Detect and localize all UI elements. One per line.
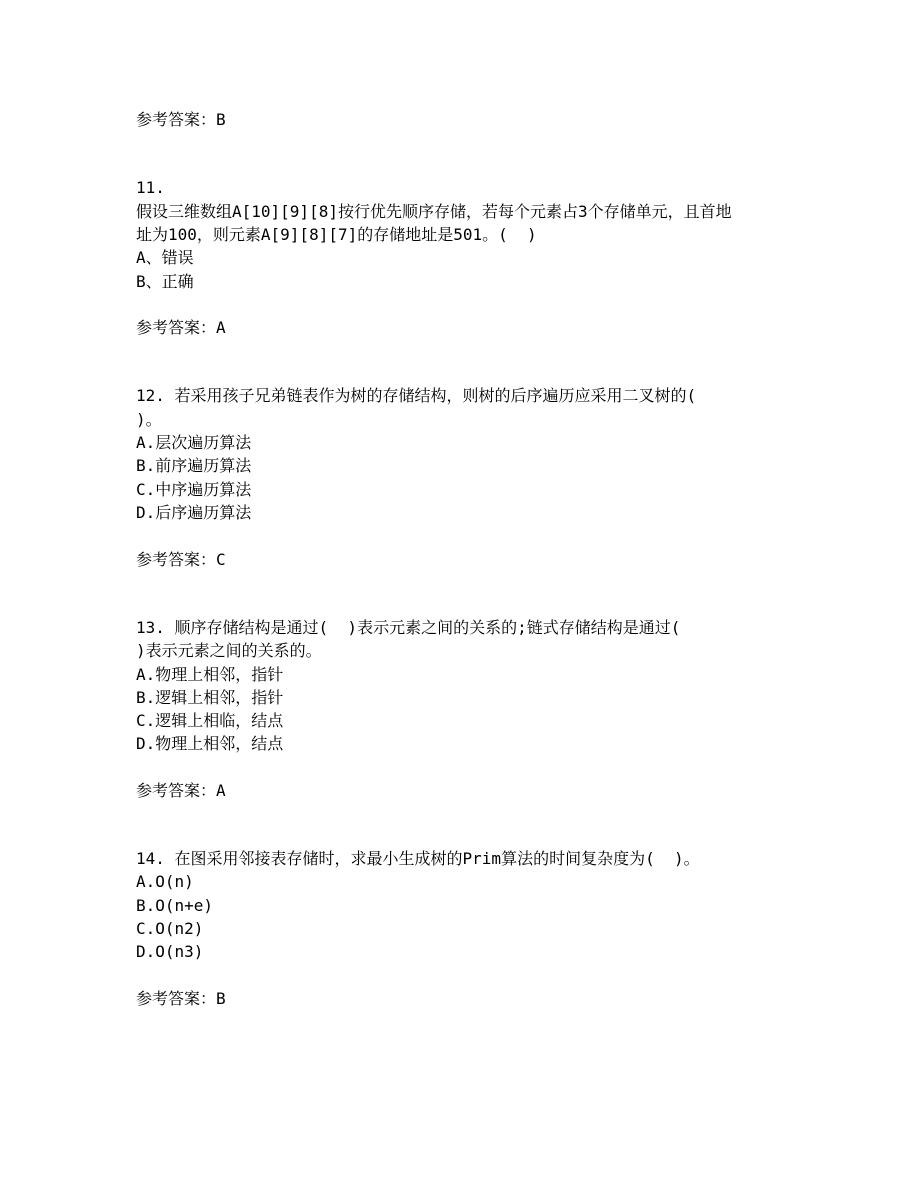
q13-stem-line1: 13. 顺序存储结构是通过( )表示元素之间的关系的;链式存储结构是通过( [136, 618, 681, 637]
q14-answer: 参考答案：B [136, 989, 226, 1008]
q12-stem-line1: 12. 若采用孩子兄弟链表作为树的存储结构，则树的后序遍历应采用二叉树的( [136, 386, 697, 405]
q12-stem-line2: )。 [136, 410, 162, 429]
q14-option-d: D.O(n3) [136, 942, 204, 961]
q11-stem-line2: 址为100，则元素A[9][8][7]的存储地址是501。( ) [136, 225, 537, 244]
q11-option-b: B、正确 [136, 272, 194, 291]
q14-option-c: C.O(n2) [136, 919, 204, 938]
q11-stem-line1: 假设三维数组A[10][9][8]按行优先顺序存储，若每个元素占3个存储单元，且首地 [136, 202, 732, 221]
q12-answer: 参考答案：C [136, 550, 226, 569]
q12-option-a: A.层次遍历算法 [136, 433, 252, 452]
q11-number: 11. [136, 178, 165, 197]
answer-previous: 参考答案：B [136, 110, 226, 129]
q13-answer: 参考答案：A [136, 781, 226, 800]
q14-option-a: A.O(n) [136, 872, 194, 891]
q13-stem-line2: )表示元素之间的关系的。 [136, 641, 322, 660]
q13-option-a: A.物理上相邻，指针 [136, 665, 284, 684]
q14-stem-line1: 14. 在图采用邻接表存储时，求最小生成树的Prim算法的时间复杂度为( )。 [136, 849, 700, 868]
q12-option-c: C.中序遍历算法 [136, 480, 252, 499]
q13-option-c: C.逻辑上相临，结点 [136, 711, 284, 730]
q13-option-d: D.物理上相邻，结点 [136, 734, 284, 753]
q12-option-b: B.前序遍历算法 [136, 456, 252, 475]
q14-option-b: B.O(n+e) [136, 896, 214, 915]
q13-option-b: B.逻辑上相邻，指针 [136, 688, 284, 707]
q11-option-a: A、错误 [136, 248, 194, 267]
q11-answer: 参考答案：A [136, 318, 226, 337]
q12-option-d: D.后序遍历算法 [136, 503, 252, 522]
